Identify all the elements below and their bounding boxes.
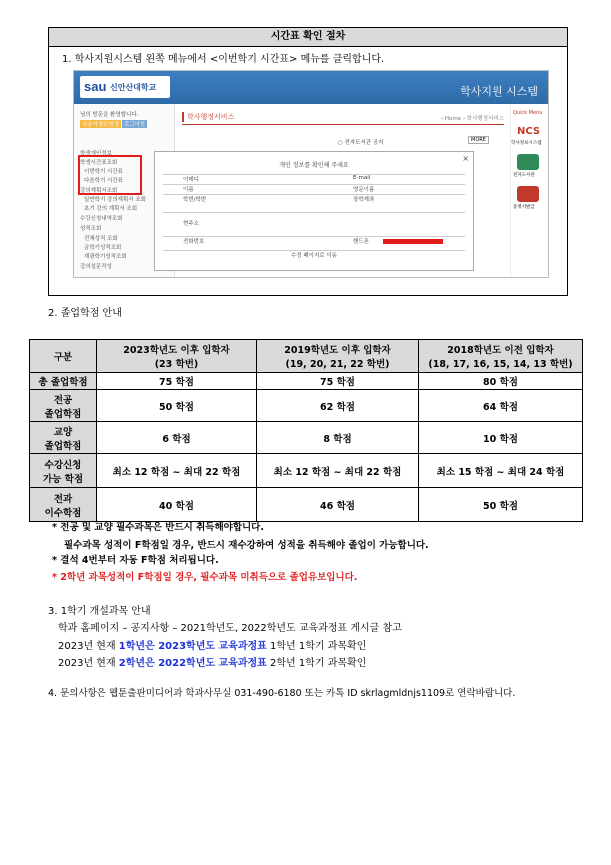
table-cell: 75 학점 <box>257 373 419 390</box>
menu-item[interactable]: 초기 강의 계획서 조회 <box>84 206 138 212</box>
column-header: 2018학년도 이전 입학자 (18, 17, 16, 15, 14, 13 학번) <box>419 340 583 373</box>
popup-label: 학번/학번 <box>183 197 207 203</box>
note-absence: * 결석 4번부터 자동 F학점 처리됩니다. <box>52 555 219 566</box>
step3-heading: 3. 1학기 개설과목 안내 <box>48 606 151 617</box>
menu-item[interactable]: 강의설문작성 <box>80 264 112 270</box>
menu-item[interactable]: 학생개인정보 <box>80 151 112 157</box>
quick-menu-label: Quick Menu <box>513 110 543 116</box>
popup-label: 이름 <box>183 187 194 193</box>
edit-page-link[interactable]: 수정 페이지로 이동 <box>290 253 337 259</box>
curriculum-highlight: 2학년은 2022학년도 교육과정표 <box>118 658 267 669</box>
system-title: 학사지원 시스템 <box>460 85 538 98</box>
system-header <box>74 71 548 104</box>
university-logo <box>80 76 170 98</box>
table-cell: 50 학점 <box>97 390 257 422</box>
ncs-logo[interactable]: NCS <box>517 126 541 137</box>
row-header: 전과 이수학점 <box>30 488 97 522</box>
row-header: 수강신청 가능 학점 <box>30 454 97 488</box>
curriculum-highlight: 1학년은 2023학년도 교육과정표 <box>118 641 267 652</box>
table-cell: 46 학점 <box>257 488 419 522</box>
user-info-button[interactable]: 사용자정보변경 <box>82 122 120 128</box>
graduation-credit-table <box>29 339 583 522</box>
certificate-label: 증명서발급 <box>513 205 535 210</box>
row-header: 총 졸업학점 <box>30 373 97 390</box>
popup-label: 장학계좌 <box>353 197 375 203</box>
menu-item[interactable]: 다음학기 시간표 <box>84 178 123 184</box>
popup-row <box>163 212 465 233</box>
menu-item[interactable]: 재광학기성적조회 <box>84 254 127 260</box>
table-cell: 75 학점 <box>97 373 257 390</box>
certificate-icon[interactable] <box>517 186 539 202</box>
popup-label: 이메디 <box>183 177 199 183</box>
menu-item[interactable]: 학생시간표조회 <box>80 160 118 166</box>
menu-item[interactable]: 전체성적 조회 <box>84 236 118 242</box>
table-cell: 최소 12 학점 ~ 최대 22 학점 <box>97 454 257 488</box>
step2-heading: 2. 졸업학점 안내 <box>48 308 122 319</box>
greeting: 님의 방문을 환영합니다. <box>80 112 139 118</box>
table-cell: 40 학점 <box>97 488 257 522</box>
logo-mark: sau <box>84 79 107 94</box>
highlight-frame <box>78 155 142 195</box>
quick-menu <box>510 104 549 277</box>
redacted-phone <box>383 239 443 244</box>
close-icon[interactable]: × <box>462 154 469 163</box>
more-button[interactable]: MORE <box>468 136 489 144</box>
popup-footer <box>163 250 465 263</box>
system-screenshot <box>73 70 549 278</box>
popup-row <box>163 174 465 184</box>
table-cell: 10 학점 <box>419 422 583 454</box>
table-row <box>30 390 583 422</box>
menu-item[interactable]: 성적조회 <box>80 226 102 232</box>
info-popup <box>154 151 474 271</box>
table-cell: 80 학점 <box>419 373 583 390</box>
note-f-grade-retake: 필수과목 성적이 F학점일 경우, 반드시 재수강하여 성적을 취득해야 졸업이 가능합니다. <box>64 540 429 551</box>
popup-label: E-mail <box>353 175 371 181</box>
course-check: 1학년 1학기 과목확인 <box>266 641 367 652</box>
table-cell: 최소 12 학점 ~ 최대 22 학점 <box>257 454 419 488</box>
ncs-label: 학사정보시스템 <box>511 141 542 146</box>
table-cell: 8 학점 <box>257 422 419 454</box>
logout-button[interactable]: 로그아웃 <box>124 122 146 128</box>
popup-label: 현주소 <box>183 221 199 227</box>
menu-item[interactable]: 금학기성적조회 <box>84 245 122 251</box>
section-title: 학사행정서비스 <box>182 112 234 122</box>
table-corner: 구분 <box>30 340 97 373</box>
popup-row <box>163 194 465 204</box>
menu-item[interactable]: 강의계획서조회 <box>80 188 118 194</box>
library-icon[interactable] <box>517 154 539 170</box>
year-prefix: 2023년 현재 <box>58 641 119 652</box>
table-cell: 62 학점 <box>257 390 419 422</box>
notice-link[interactable]: ○ 전자도서관 공지 <box>338 140 384 146</box>
breadcrumb: › Home › 학사행정서비스 <box>440 116 504 122</box>
table-row <box>30 422 583 454</box>
library-label: 전자도서관 <box>513 173 535 178</box>
year-prefix: 2023년 현재 <box>58 658 119 669</box>
table-cell: 6 학점 <box>97 422 257 454</box>
note-second-year-warning: * 2학년 과목성적이 F학점일 경우, 필수과목 미취득으로 졸업유보입니다. <box>52 572 358 583</box>
menu-item[interactable]: 일반학기 강의계획서 조회 <box>84 197 146 203</box>
table-cell: 64 학점 <box>419 390 583 422</box>
popup-label: 전화번호 <box>183 239 205 245</box>
row-header: 교양 졸업학점 <box>30 422 97 454</box>
popup-title: 개인 정보를 확인해 주세요 <box>279 162 349 169</box>
procedure-title: 시간표 확인 절차 <box>48 27 568 47</box>
popup-row <box>163 184 465 194</box>
course-check: 2학년 1학기 과목확인 <box>266 658 367 669</box>
row-header: 전공 졸업학점 <box>30 390 97 422</box>
step3-line2 <box>58 637 366 652</box>
table-cell: 최소 15 학점 ~ 최대 24 학점 <box>419 454 583 488</box>
menu-item-this-semester[interactable]: 이번학기 시간표 <box>84 169 123 175</box>
menu-item[interactable]: 수강신청내역조회 <box>80 216 123 222</box>
popup-label: 핸드폰 <box>353 239 369 245</box>
step3-line3 <box>58 654 366 669</box>
step3-line1: 학과 홈페이지 – 공지사항 – 2021학년도, 2022학년도 교육과정표 게시글 참고 <box>58 623 402 634</box>
table-row <box>30 454 583 488</box>
popup-label: 영문이름 <box>353 187 375 193</box>
table-cell: 50 학점 <box>419 488 583 522</box>
note-required-courses: * 전공 및 교양 필수과목은 반드시 취득해야합니다. <box>52 522 264 533</box>
popup-row <box>163 236 465 246</box>
table-row <box>30 488 583 522</box>
table-header-row <box>30 340 583 373</box>
step1-instruction: 1. 학사지원시스템 왼쪽 메뉴에서 <이번학기 시간표> 메뉴를 클릭합니다. <box>62 54 385 65</box>
column-header: 2019학년도 이후 입학자 (19, 20, 21, 22 학번) <box>257 340 419 373</box>
divider <box>182 124 504 125</box>
step4-contact: 4. 문의사항은 웹툰출판미디어과 학과사무실 031-490-6180 또는 카톡 ID skrlagmldnjs1109로 연락바랍니다. <box>48 688 516 699</box>
logo-text: 신안산대학교 <box>110 83 157 92</box>
table-row <box>30 373 583 390</box>
column-header: 2023학년도 이후 입학자 (23 학번) <box>97 340 257 373</box>
